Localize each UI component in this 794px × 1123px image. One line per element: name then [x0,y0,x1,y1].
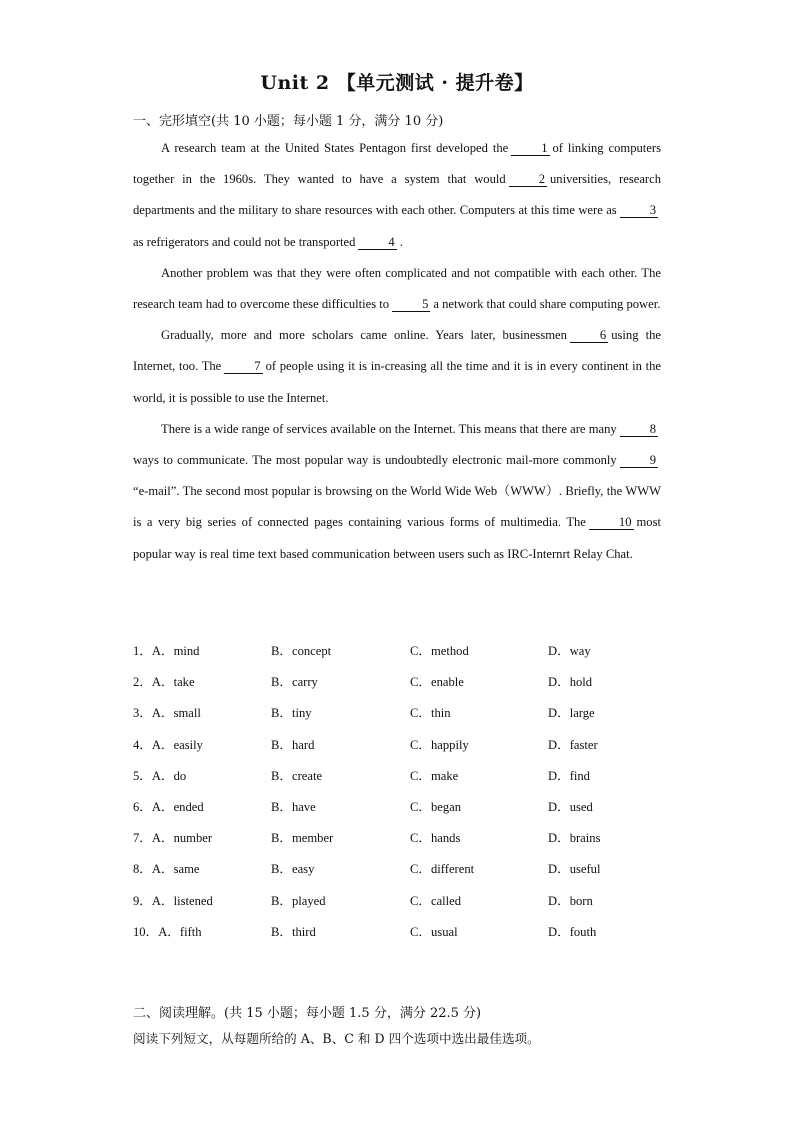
option-b: B．easy [271,862,315,877]
option-c: C．method [410,644,469,658]
option-b: B．create [271,768,323,783]
option-d: D．faster [548,737,598,752]
option-c: C．usual [410,924,458,939]
option-b: B．tiny [271,706,312,721]
option-d: D．useful [548,862,601,877]
section2-instruction: 阅读下列短文，从每题所给的 A、B、C 和 D 四个选项中选出最佳选项。 [133,1031,540,1046]
option-c: C．began [410,799,462,814]
passage-text: Another problem was that they were often complicated and not compatible with each other. The research team had to overcome these difficulties to [133,265,661,312]
cloze-passage [133,133,661,570]
passage-paragraph-4 [133,414,661,570]
option-b: B．member [271,831,334,846]
passage-text: of people using it is in-creasing all the time and it is in every continent in the world, it is possible to use the Internet. [133,359,661,405]
option-d: D．used [548,799,593,814]
passage-text: “e-mail”. The second most popular is browsing on the World Wide Web（WWW）. Briefly, the WWW is a very big series of connected pages containing various forms of multimedia. The [133,484,661,530]
passage-paragraph-2 [133,258,661,320]
option-b: B．have [271,799,316,814]
passage-text: Gradually, more and more scholars came online. Years later, businessmen [161,328,567,343]
option-d: D．find [548,768,590,783]
option-d: D．born [548,893,593,908]
option-b: B．played [271,893,326,908]
passage-text: A research team at the United States Pentagon first developed the [161,141,509,155]
option-d: D．way [548,644,591,658]
option-a: 2．A．take [133,675,195,690]
option-a: 3．A．small [133,706,201,721]
option-d: D．large [548,706,595,721]
option-d: D．brains [548,831,601,846]
option-a: 9．A．listened [133,893,213,908]
option-row-10 [133,914,661,945]
option-a: 6．A．ended [133,799,204,814]
option-c: C．different [410,862,475,877]
option-d: D．hold [548,675,593,690]
option-row-6 [133,789,661,820]
cloze-blank: 6 [570,328,608,343]
passage-text: ways to communicate. The most popular way is undoubtedly electronic mail-more commonly [133,453,617,468]
cloze-blank: 2 [509,172,547,187]
option-row-2 [133,664,661,695]
option-a: 4．A．easily [133,737,203,752]
passage-text: using the Internet, too. The [133,328,661,374]
option-a: 5．A．do [133,768,187,783]
passage-text: . [399,234,403,249]
passage-text: universities, research departments and the military to share resources with each other. Computers at this time were as [133,172,661,218]
option-a: 8．A．same [133,862,200,877]
option-b: B．carry [271,675,318,690]
passage-text: of linking computers together in the 1960s. They wanted to have a system that would [133,141,661,187]
page-title: Unit 2 【单元测试 · 提升卷】 [260,72,534,94]
cloze-blank: 8 [620,422,658,437]
option-row-1 [133,633,661,664]
option-c: C．hands [410,831,461,846]
option-b: B．concept [271,644,332,658]
option-row-3 [133,695,661,726]
passage-text: a network that could share computing power. [433,297,661,312]
option-a: 1．A．mind [133,644,200,658]
cloze-blank: 5 [392,297,430,312]
option-c: C．happily [410,737,469,752]
answer-options [133,633,661,945]
section1-heading: 一、完形填空(共 10 小题；每小题 1 分，满分 10 分) [133,114,444,129]
option-a: 7．A．number [133,831,213,846]
option-c: C．make [410,768,459,783]
option-row-4 [133,727,661,758]
option-d: D．fouth [548,924,597,939]
option-c: C．called [410,893,462,908]
option-row-8 [133,851,661,882]
passage-text: There is a wide range of services available on the Internet. This means that there are many [161,421,617,436]
cloze-blank: 4 [358,235,396,250]
passage-paragraph-3 [133,320,661,414]
option-b: B．third [271,924,316,939]
section2-heading: 二、阅读理解。(共 15 小题；每小题 1.5 分，满分 22.5 分) [133,1006,482,1021]
cloze-blank: 7 [224,359,262,374]
cloze-blank: 1 [511,141,549,156]
option-c: C．thin [410,706,451,721]
option-c: C．enable [410,675,464,690]
option-row-7 [133,820,661,851]
cloze-blank: 9 [620,453,658,468]
passage-text: as refrigerators and could not be transported [133,234,356,249]
option-b: B．hard [271,737,315,752]
option-row-9 [133,883,661,914]
passage-paragraph-1 [133,133,661,258]
option-row-5 [133,758,661,789]
passage-text: most popular way is real time text based communication between users such as IRC-Internrt Relay Chat. [133,515,661,561]
cloze-blank: 3 [620,203,658,218]
cloze-blank: 10 [589,515,634,530]
option-a: 10．A．fifth [133,924,202,939]
